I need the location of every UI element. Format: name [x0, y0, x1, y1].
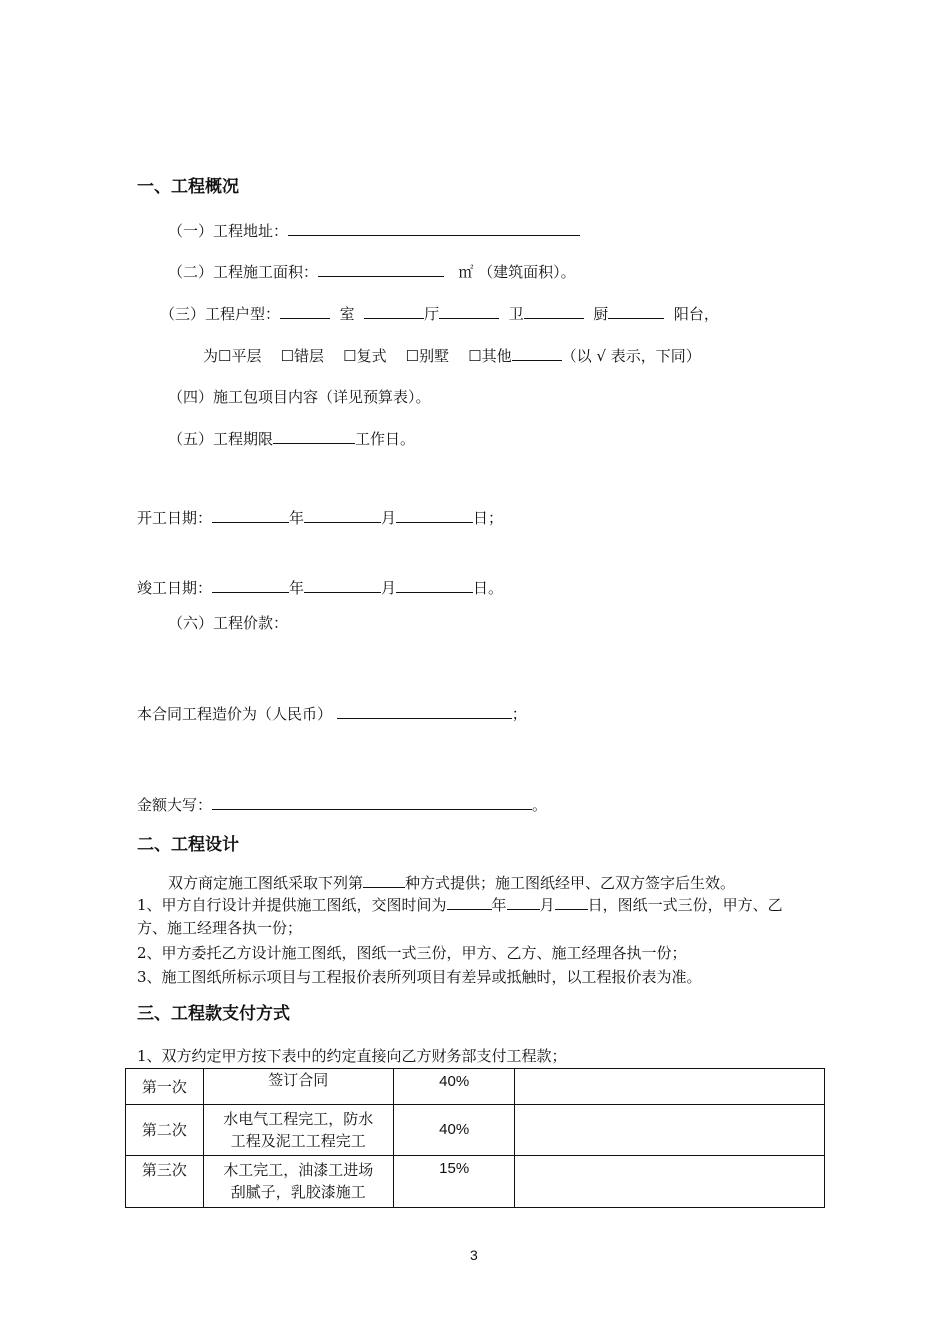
drawing-day-blank[interactable]: [555, 895, 588, 910]
section2-heading: 二、工程设计: [137, 835, 239, 855]
design-item1-d: 日，图纸一式三份，甲方、乙: [587, 896, 783, 914]
kitchen-label: 厨: [593, 305, 609, 323]
type-label: （三）工程户型：: [160, 305, 281, 323]
end-date-line: [137, 578, 503, 598]
table-row: [126, 1156, 825, 1208]
end-year-blank[interactable]: [212, 578, 289, 593]
design-intro-a: 双方商定施工图纸采取下列第: [168, 874, 364, 892]
end-month-blank[interactable]: [304, 578, 381, 593]
amount-words-label: 金额大写：: [137, 796, 213, 814]
note-cell[interactable]: [515, 1156, 825, 1208]
type-prefix: 为: [203, 347, 219, 365]
note-cell[interactable]: [515, 1105, 825, 1156]
area-label: （二）工程施工面积：: [168, 263, 319, 281]
period-blank[interactable]: [273, 429, 355, 444]
percent-cell: 15%: [393, 1156, 515, 1208]
kitchen-blank[interactable]: [524, 304, 584, 319]
percent-cell: 40%: [393, 1105, 515, 1156]
unit-options-line: [203, 346, 701, 366]
section3-heading: 三、工程款支付方式: [137, 1004, 290, 1024]
stage-cell: 第三次: [126, 1156, 204, 1208]
start-date-line: [137, 508, 503, 528]
payment-intro-line: 1、双方约定甲方按下表中的约定直接向乙方财务部支付工程款；: [137, 1047, 567, 1065]
room-label: 室: [339, 305, 355, 323]
start-month-blank[interactable]: [304, 508, 381, 523]
amount-words-end: 。: [532, 796, 548, 814]
end-month-label: 月: [381, 579, 397, 597]
other-blank[interactable]: [512, 346, 562, 361]
section1-heading: 一、工程概况: [137, 177, 239, 197]
condition-cell: [203, 1069, 393, 1105]
unit-type-line: [160, 304, 719, 324]
balcony-blank[interactable]: [608, 304, 664, 319]
contract-price-line: [137, 704, 527, 724]
checkbox-villa[interactable]: ☐: [405, 347, 420, 365]
area-blank[interactable]: [318, 262, 444, 277]
checkbox-split[interactable]: ☐: [280, 347, 295, 365]
design-item1-line: [137, 895, 783, 915]
payment-table: [125, 1068, 825, 1208]
bath-blank[interactable]: [439, 304, 499, 319]
end-day-blank[interactable]: [396, 578, 473, 593]
design-item2-line: 2、甲方委托乙方设计施工图纸，图纸一式三份，甲方、乙方、施工经理各执一份；: [137, 944, 687, 962]
page-number: 3: [470, 1247, 478, 1263]
room-blank[interactable]: [280, 304, 330, 319]
end-year-label: 年: [289, 579, 305, 597]
amount-words-blank[interactable]: [212, 795, 532, 810]
drawing-month-blank[interactable]: [507, 895, 540, 910]
option-duplex-label: 复式: [356, 347, 387, 365]
table-row: [126, 1105, 825, 1156]
period-line: [168, 429, 415, 449]
note-cell[interactable]: [515, 1069, 825, 1105]
contract-price-label: 本合同工程造价为（人民币）: [137, 705, 333, 723]
period-label: （五）工程期限: [168, 430, 274, 448]
address-label: （一）工程地址：: [168, 222, 289, 240]
option-other-label: 其他: [481, 347, 512, 365]
end-label: 竣工日期：: [137, 579, 213, 597]
condition-line: 刮腻子，乳胶漆施工: [230, 1183, 366, 1201]
end-day-label: 日。: [473, 579, 504, 597]
condition-line: 木工完工，油漆工进场: [223, 1161, 374, 1179]
drawing-month-label: 月: [539, 896, 555, 914]
condition-line: 签订合同: [268, 1071, 329, 1089]
percent-cell: 40%: [393, 1069, 515, 1105]
bath-label: 卫: [508, 305, 524, 323]
design-item1-a: 1、甲方自行设计并提供施工图纸，交图时间为: [137, 896, 447, 914]
price-line: （六）工程价款：: [168, 614, 289, 632]
checkbox-other[interactable]: ☐: [468, 347, 482, 365]
design-intro-line: [168, 873, 735, 893]
hall-label: 厅: [424, 305, 440, 323]
design-item1-line2: 方、施工经理各执一份；: [137, 919, 303, 937]
condition-line: 工程及泥工工程完工: [230, 1132, 366, 1150]
start-day-label: 日；: [473, 509, 504, 527]
stage-cell: 第一次: [126, 1069, 204, 1105]
table-row: [126, 1069, 825, 1105]
content-line: （四）施工包项目内容（详见预算表）。: [168, 388, 431, 406]
period-suffix: 工作日。: [355, 430, 416, 448]
type-note: （以 √ 表示，下同）: [561, 347, 701, 365]
start-month-label: 月: [381, 509, 397, 527]
start-day-blank[interactable]: [396, 508, 473, 523]
start-label: 开工日期：: [137, 509, 213, 527]
option-split-label: 错层: [294, 347, 325, 365]
design-item3-line: 3、施工图纸所标示项目与工程报价表所列项目有差异或抵触时，以工程报价表为准。: [137, 968, 702, 986]
condition-line: 水电气工程完工，防水: [223, 1110, 374, 1128]
stage-cell: 第二次: [126, 1105, 204, 1156]
drawing-year-blank[interactable]: [447, 895, 492, 910]
checkbox-duplex[interactable]: ☐: [343, 347, 357, 365]
start-year-label: 年: [289, 509, 305, 527]
amount-words-line: [137, 795, 547, 815]
area-unit: ㎡ （建筑面积）。: [458, 263, 576, 281]
option-flat-label: 平层: [231, 347, 262, 365]
contract-price-blank[interactable]: [337, 704, 512, 719]
balcony-label: 阳台，: [673, 305, 719, 323]
address-blank[interactable]: [288, 221, 580, 236]
design-intro-b: 种方式提供；施工图纸经甲、乙双方签字后生效。: [405, 874, 736, 892]
drawing-year-label: 年: [491, 896, 507, 914]
hall-blank[interactable]: [364, 304, 424, 319]
condition-cell: [203, 1156, 393, 1208]
checkbox-flat[interactable]: ☐: [218, 347, 232, 365]
design-method-blank[interactable]: [363, 873, 405, 888]
contract-price-end: ；: [511, 705, 527, 723]
address-line: [168, 221, 580, 241]
option-villa-label: 别墅: [419, 347, 450, 365]
area-line: [168, 262, 576, 282]
start-year-blank[interactable]: [212, 508, 289, 523]
condition-cell: [203, 1105, 393, 1156]
